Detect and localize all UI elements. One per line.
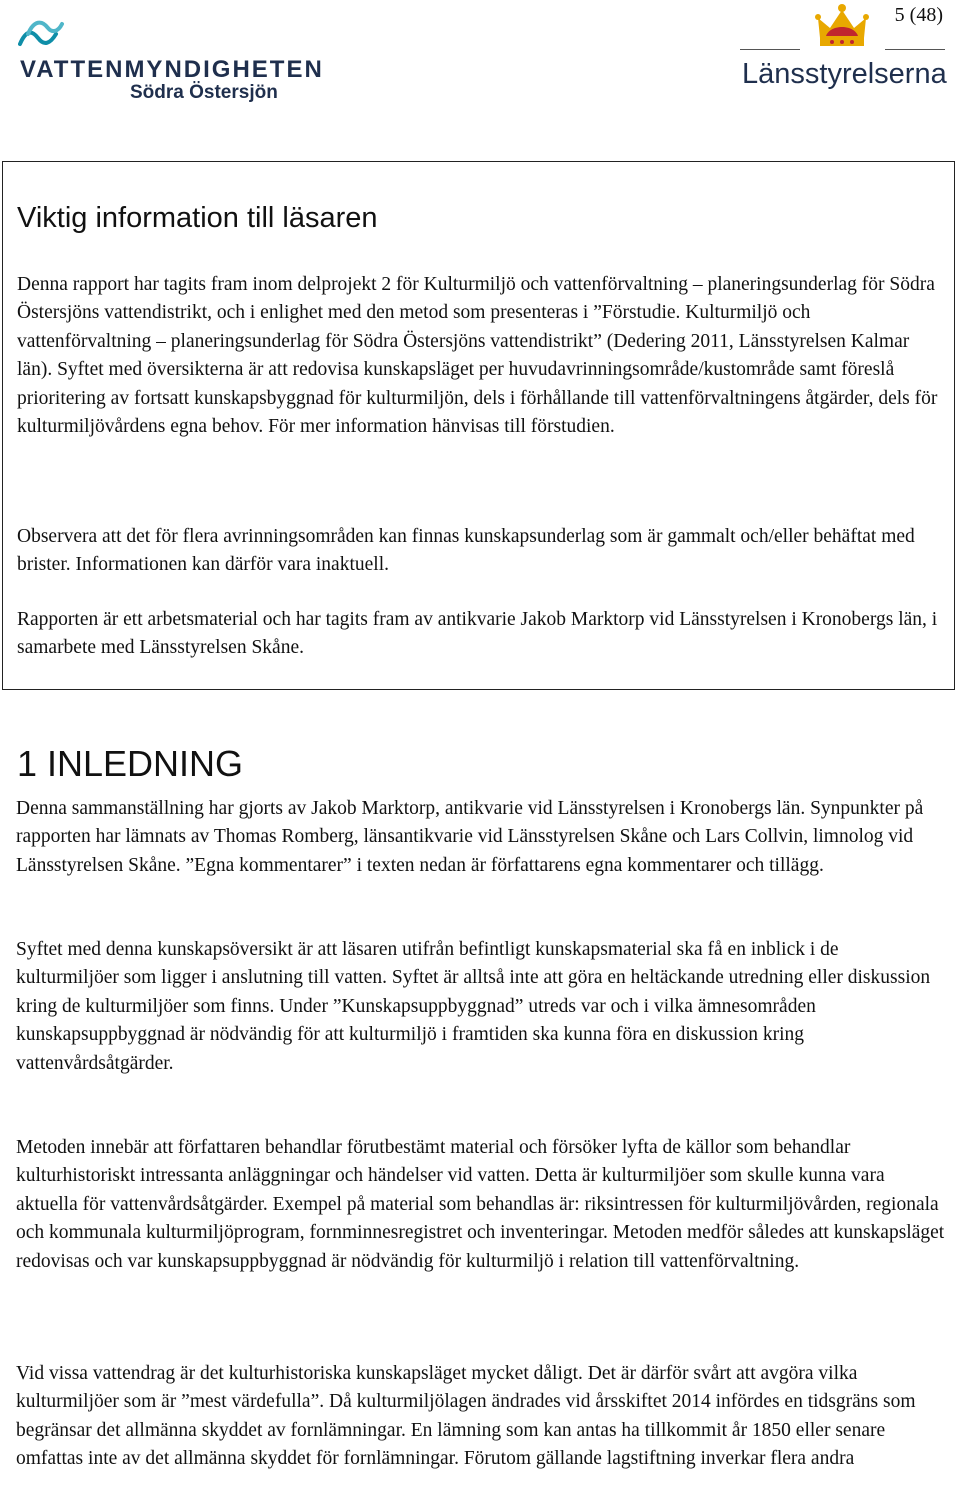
info-paragraph: Observera att det för flera avrinningsområden kan finnas kunskapsunderlag som är gammalt och/eller behäftat med brister. Informationen kan därför vara inaktuell. xyxy=(17,526,915,576)
page-number: 5 (48) xyxy=(894,4,943,26)
crown-icon xyxy=(812,2,872,50)
body-paragraph: Syftet med denna kunskapsöversikt är att läsaren utifrån befintligt kunskapsmaterial ska få en inblick i de kulturmiljöer som ligger i anslutning till vatten. Syftet är alltså inte att göra en heltäckande utredning eller diskussion kring de kulturmiljöer som finns. Under ”Kunskapsuppbyggnad” utreds var och i vilka ämnesområden kunskapsuppbyggnad är nödvändig för att kulturmiljö i framtiden ska kunna föra en diskussion kring vattenvårdsåtgärder. xyxy=(16,939,931,1074)
lansstyrelserna-name: Länsstyrelserna xyxy=(742,58,947,90)
org-name: VATTENMYNDIGHETEN xyxy=(20,56,324,83)
body-paragraph: Vid vissa vattendrag är det kulturhistoriska kunskapsläget mycket dåligt. Det är därför svårt att avgöra vilka kulturmiljöer som är ”mest värdefulla”. Då kulturmiljölagen ändrades vid årsskiftet 2014 infördes en tidsgräns som begränsar det allmänna skyddet av fornlämningar. En lämning som kan antas ha tillkommit år 1850 eller senare omfattas inte av det allmänna skyddet för fornlämningar. Förutom gällande lagstiftning inverkar flera andra xyxy=(16,1363,916,1470)
district-name: Södra Östersjön xyxy=(130,82,278,103)
logo-rule-right xyxy=(885,49,945,50)
vattenmyndigheten-logo xyxy=(18,12,324,103)
body-paragraph: Denna sammanställning har gjorts av Jakob Marktorp, antikvarie vid Länsstyrelsen i Kronobergs län. Synpunkter på rapporten har lämnats av Thomas Romberg, länsantikvarie vid Länsstyrelsen Skåne och Lars Collvin, limnolog vid Länsstyrelsen Skåne. ”Egna kommentarer” i texten nedan är författarens egna kommentarer och tillägg. xyxy=(16,798,924,876)
info-box xyxy=(2,161,955,690)
body-paragraph: Metoden innebär att författaren behandlar förutbestämt material och försöker lyfta de källor som behandlar kulturhistoriskt intressanta anläggningar och händelser vid vatten. Detta är kulturmiljöer som skulle kunna vara aktuella för vattenvårdsåtgärder. Exempel på material som behandlas är: riksintressen för kulturmiljövården, regionala och kommunala kulturmiljöprogram, fornminnesregistret och inventeringar. Metoden medför således att kunskapsläget redovisas och var kunskapsuppbyggnad är nödvändig för kulturmiljö i relation till vattenförvaltning. xyxy=(16,1137,945,1272)
info-paragraph: Denna rapport har tagits fram inom delprojekt 2 för Kulturmiljö och vattenförvaltning – planeringsunderlag för Södra Östersjöns vattendistrikt, och i enlighet med den metod som presenteras i ”Förstudie. Kulturmiljö och vattenförvaltning – planeringsunderlag för Södra Östersjöns vattendistrikt” (Dedering 2011, Länsstyrelsen Kalmar län). Syftet med översikterna är att redovisa kunskapsläget per huvudavrinningsområde/kustområde samt föreslå prioritering av fortsatt kunskapsbyggnad för kulturmiljön, dels i förhållande till vattenförvaltningens åtgärder, dels för kulturmiljövårdens egna behov. För mer information hänvisas till förstudien. xyxy=(17,274,938,438)
info-paragraph: Rapporten är ett arbetsmaterial och har tagits fram av antikvarie Jakob Marktorp vid Länsstyrelsen i Kronobergs län, i samarbete med Länsstyrelsen Skåne. xyxy=(17,609,938,659)
section-heading: 1 INLEDNING xyxy=(17,743,244,784)
info-box-title: Viktig information till läsaren xyxy=(17,202,378,234)
lansstyrelserna-logo xyxy=(740,2,945,92)
logo-rule-left xyxy=(740,49,800,50)
wave-logo-icon xyxy=(18,14,66,48)
